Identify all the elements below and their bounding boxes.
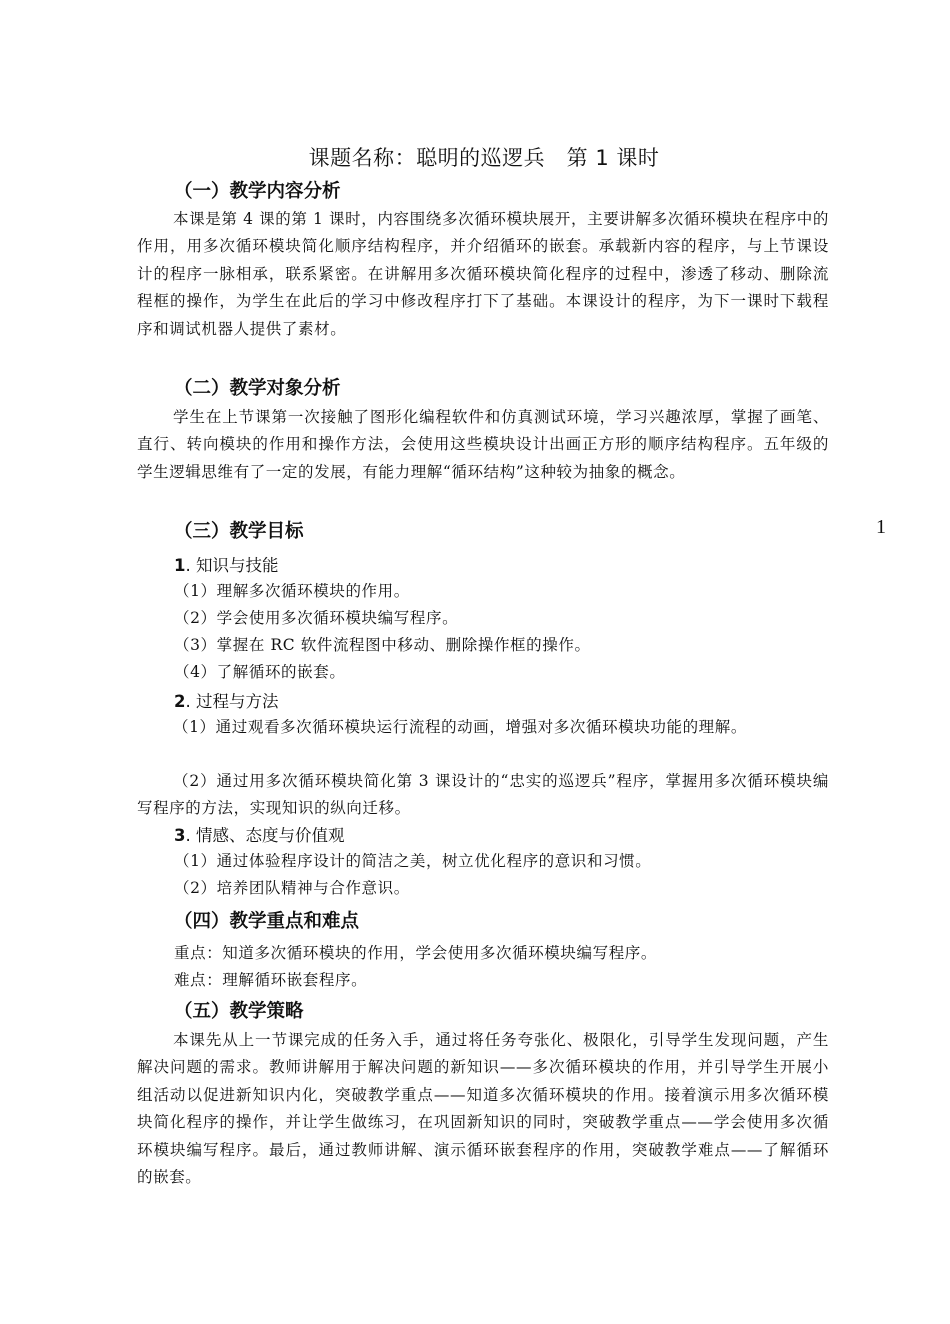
section-heading-student-analysis: （二）教学对象分析 xyxy=(174,378,341,399)
objective-item: （1）理解多次循环模块的作用。 xyxy=(174,582,410,600)
section-heading-strategy: （五）教学策略 xyxy=(174,1001,304,1022)
objective-item: （1）通过观看多次循环模块运行流程的动画，增强对多次循环模块功能的理解。 xyxy=(173,718,747,736)
student-analysis-paragraph: 学生在上节课第一次接触了图形化编程软件和仿真测试环境，学习兴趣浓厚，掌握了画笔、直行、转向模块的作用和操作方法，会使用这些模块设计出画正方形的顺序结构程序。五年级的学生逻辑思维有了一定的发展，有能力理解“循环结构”这种较为抽象的概念。 xyxy=(137,408,829,481)
objective-item: （3）掌握在 RC 软件流程图中移动、删除操作框的操作。 xyxy=(174,636,591,654)
objective-item: （2）培养团队精神与合作意识。 xyxy=(174,879,410,897)
lesson-title: 课题名称：聪明的巡逻兵 第 1 课时 xyxy=(308,146,660,170)
strategy-paragraph: 本课先从上一节课完成的任务入手，通过将任务夸张化、极限化，引导学生发现问题，产生解决问题的需求。教师讲解用于解决问题的新知识——多次循环模块的作用，并引导学生开展小组活动以促进新知识内化，突破教学重点——知道多次循环模块的作用。接着演示用多次循环模块简化程序的操作，并让学生做练习，在巩固新知识的同时，突破教学重点——学会使用多次循环模块编写程序。最后，通过教师讲解、演示循环嵌套程序的作用，突破教学难点——了解循环的嵌套。 xyxy=(137,1031,829,1187)
page-number: 1 xyxy=(876,516,886,538)
objective-subheading-knowledge xyxy=(174,552,278,579)
difficulty-text: 难点：理解循环嵌套程序。 xyxy=(174,971,368,989)
objective-subheading-process xyxy=(174,688,278,715)
key-point-text: 重点：知道多次循环模块的作用，学会使用多次循环模块编写程序。 xyxy=(174,944,658,962)
section-heading-key-points: （四）教学重点和难点 xyxy=(174,911,360,932)
subheading-number: 2 xyxy=(174,692,186,711)
subheading-label: . 知识与技能 xyxy=(185,556,279,575)
objective-item: （1）通过体验程序设计的简洁之美，树立优化程序的意识和习惯。 xyxy=(174,852,652,870)
subheading-label: . 情感、态度与价值观 xyxy=(185,826,345,845)
section-heading-content-analysis: （一）教学内容分析 xyxy=(174,181,341,202)
subheading-label: . 过程与方法 xyxy=(185,692,279,711)
objective-item: （2）通过用多次循环模块简化第 3 课设计的“忠实的巡逻兵”程序，掌握用多次循环模块编写程序的方法，实现知识的纵向迁移。 xyxy=(137,772,829,818)
objective-item: （4）了解循环的嵌套。 xyxy=(174,663,346,681)
objective-item: （2）学会使用多次循环模块编写程序。 xyxy=(174,609,459,627)
subheading-number: 1 xyxy=(174,556,186,575)
content-analysis-paragraph: 本课是第 4 课的第 1 课时，内容围绕多次循环模块展开，主要讲解多次循环模块在程序中的作用，用多次循环模块简化顺序结构程序，并介绍循环的嵌套。承载新内容的程序，与上节课设计的程序一脉相承，联系紧密。在讲解用多次循环模块简化程序的过程中，渗透了移动、删除流程框的操作，为学生在此后的学习中修改程序打下了基础。本课设计的程序，为下一课时下载程序和调试机器人提供了素材。 xyxy=(137,210,829,338)
section-heading-objectives: （三）教学目标 xyxy=(174,521,304,542)
objective-subheading-attitude xyxy=(174,822,344,849)
subheading-number: 3 xyxy=(174,826,186,845)
